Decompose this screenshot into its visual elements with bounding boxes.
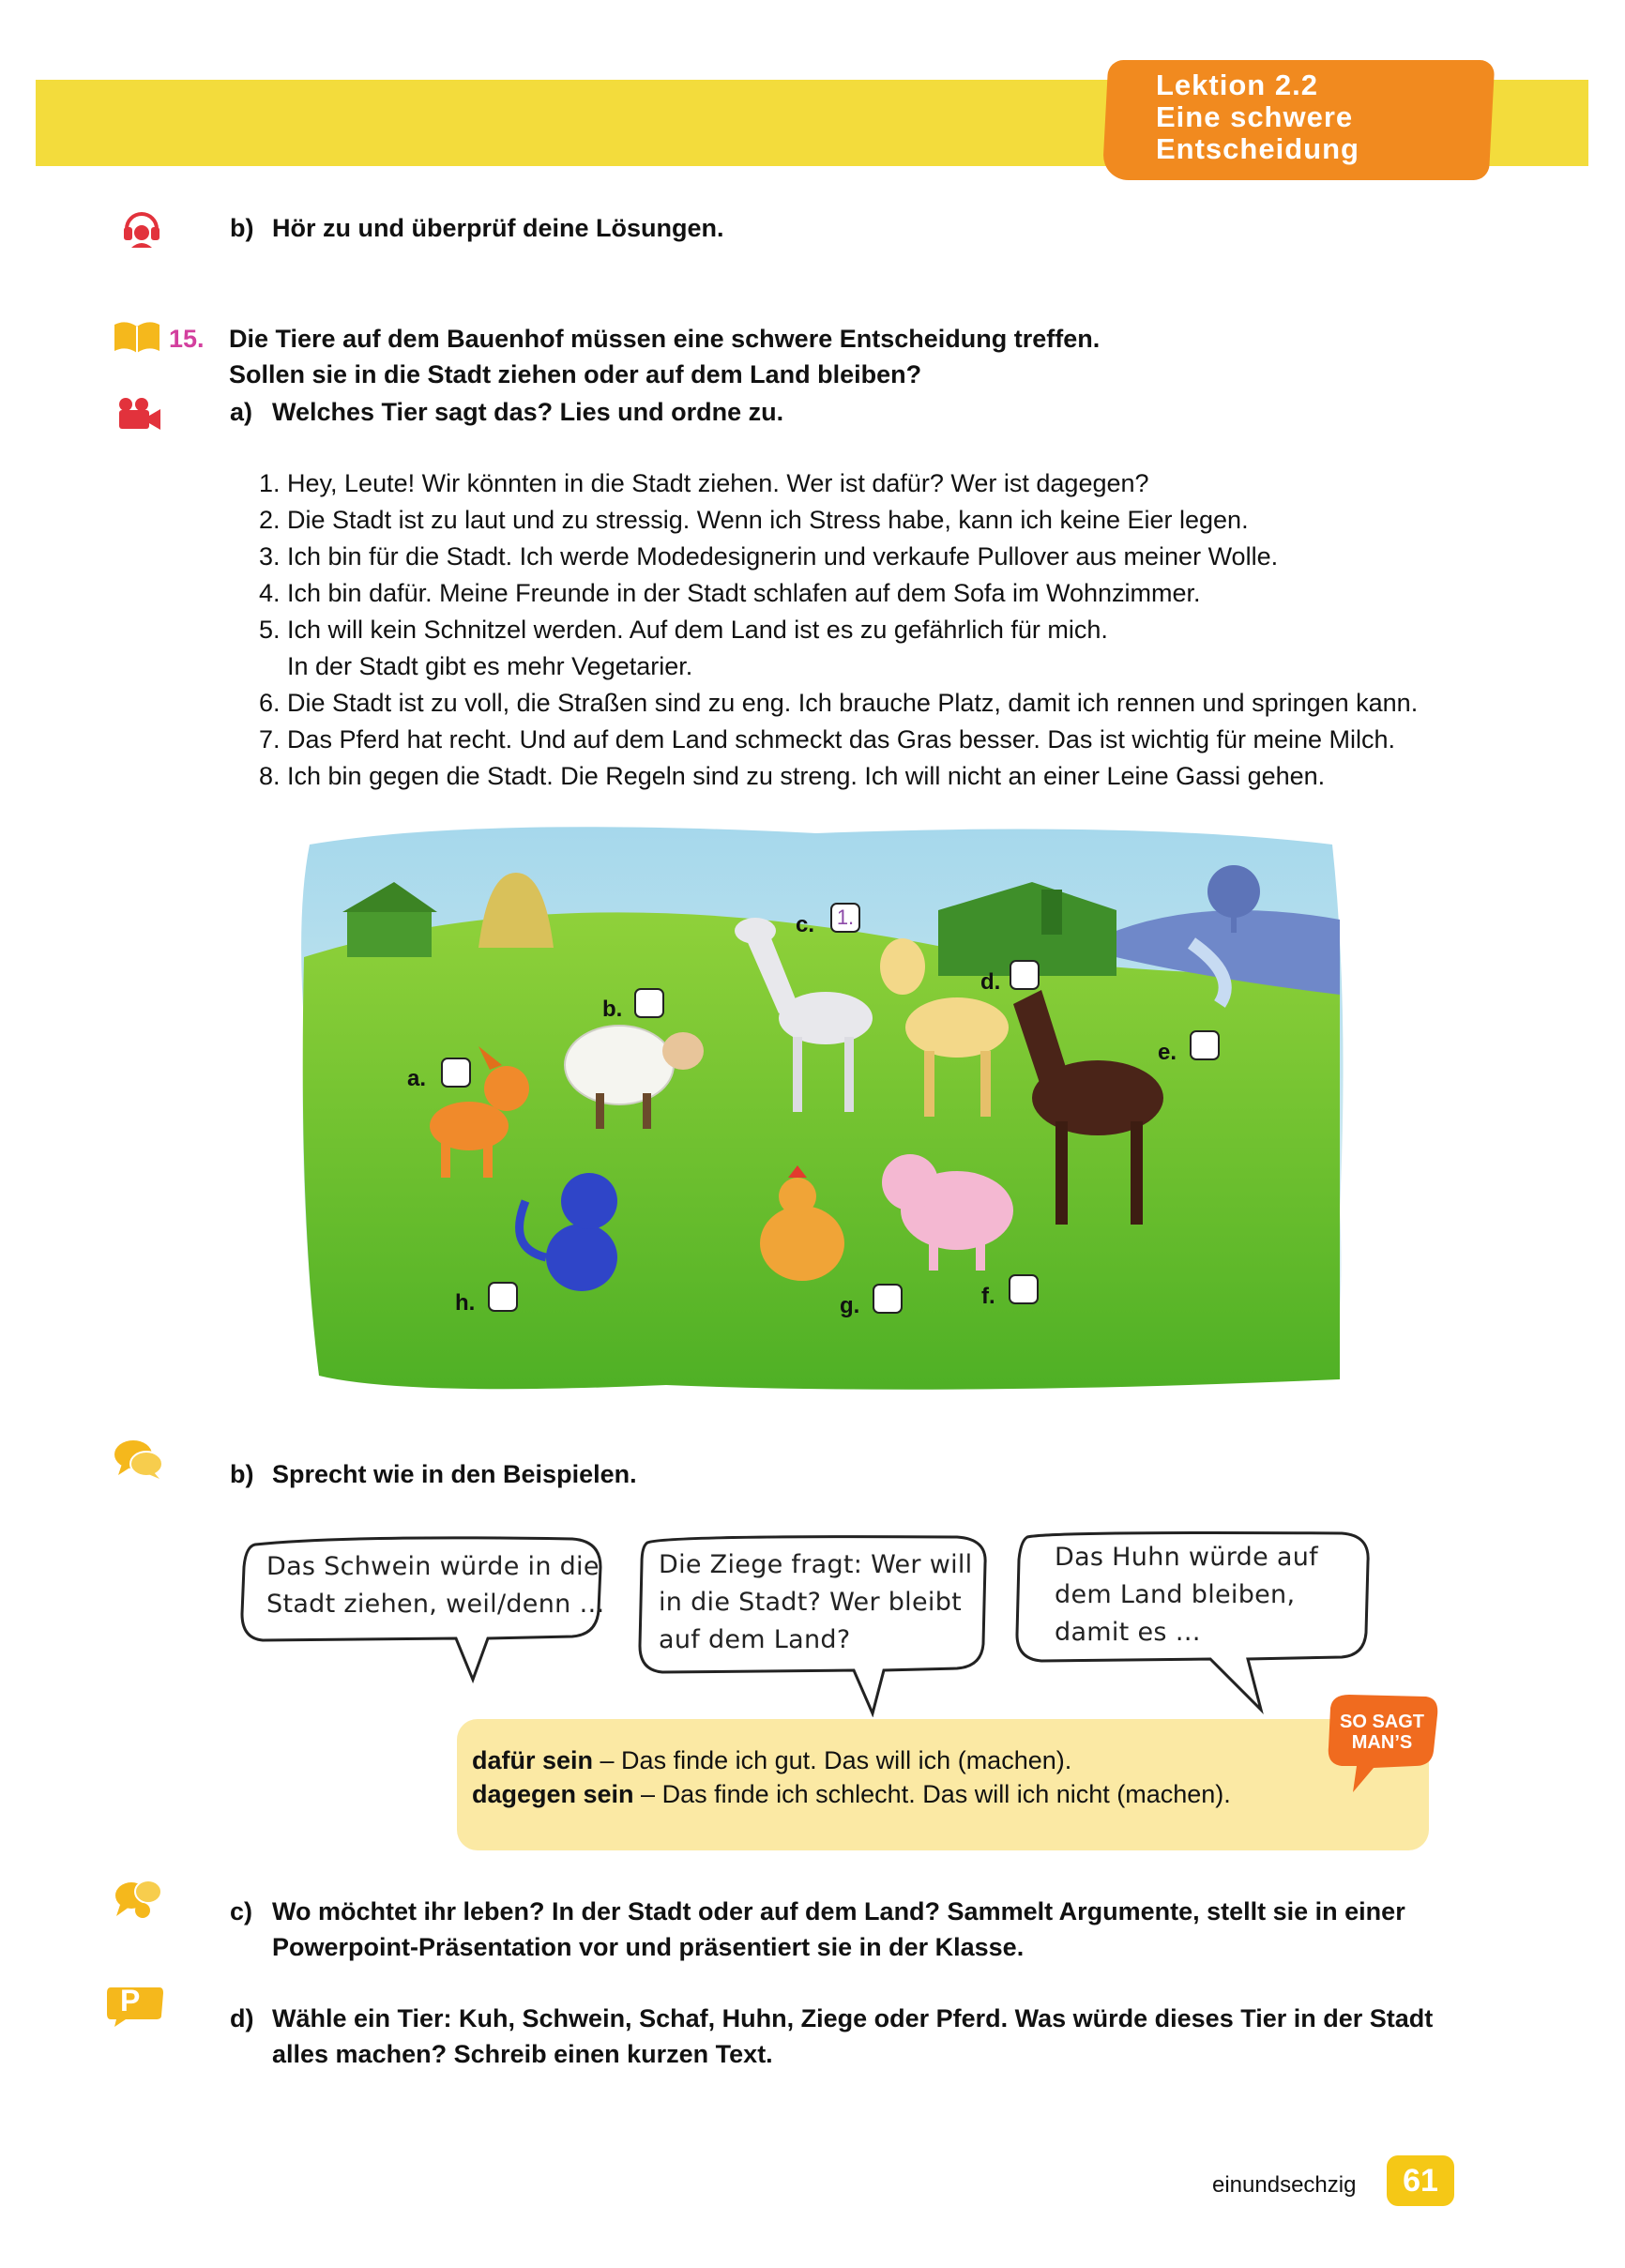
- lesson-title-line2: Eine schwere: [1156, 100, 1354, 133]
- ex15-d-line1: Wähle ein Tier: Kuh, Schwein, Schaf, Huhn, Ziege oder Pferd. Was würde dieses Tier in der Stadt: [272, 2004, 1434, 2032]
- ex15-a-label: a): [230, 398, 253, 426]
- ex15-c-line2: Powerpoint-Präsentation vor und präsentiert sie in der Klasse.: [272, 1933, 1025, 1961]
- answer-box-b[interactable]: [634, 988, 664, 1018]
- farm-illustration: [291, 816, 1351, 1398]
- phrase-line-1: [472, 1743, 1071, 1777]
- speech-bubbles-icon: [113, 1438, 165, 1481]
- answer-box-a[interactable]: [441, 1058, 471, 1088]
- badge-text: [1330, 1712, 1434, 1753]
- hen-bubble-line3: damit es …: [1055, 1618, 1201, 1647]
- sentence-5: 5. Ich will kein Schnitzel werden. Auf dem Land ist es zu gefährlich für mich.: [259, 616, 1108, 644]
- ex15-d-line2: alles machen? Schreib einen kurzen Text.: [272, 2040, 773, 2068]
- ex15-c-label: c): [230, 1897, 253, 1926]
- label-h: h.: [455, 1290, 476, 1316]
- phrase-line-2: [472, 1777, 1231, 1811]
- page-number-word: einundsechzig: [1212, 2172, 1357, 2198]
- label-f: f.: [981, 1284, 995, 1309]
- sentence-8: 8. Ich bin gegen die Stadt. Die Regeln sind zu streng. Ich will nicht an einer Leine Gassi gehen.: [259, 762, 1326, 790]
- hen-bubble-text: [1055, 1539, 1318, 1652]
- label-g: g.: [840, 1293, 860, 1318]
- label-a: a.: [407, 1066, 427, 1091]
- label-e: e.: [1158, 1040, 1177, 1065]
- group-discussion-icon: [113, 1877, 165, 1922]
- goat-bubble-line1: Die Ziege fragt: Wer will: [659, 1550, 973, 1579]
- ex15-intro-line2: Sollen sie in die Stadt ziehen oder auf dem Land bleiben?: [229, 360, 922, 388]
- ex15-a-text: Welches Tier sagt das? Lies und ordne zu.: [272, 398, 784, 426]
- label-b: b.: [602, 997, 623, 1022]
- phrase-2-term: dagegen sein: [472, 1780, 634, 1808]
- sentence-7: 7. Das Pferd hat recht. Und auf dem Land schmeckt das Gras besser. Das ist wichtig für meine Milch.: [259, 725, 1396, 753]
- video-camera-icon: [116, 396, 163, 432]
- badge-line1: SO SAGT: [1339, 1712, 1424, 1732]
- hen-bubble-line2: dem Land bleiben,: [1055, 1580, 1296, 1609]
- page-number: 61: [1387, 2155, 1454, 2206]
- headphones-icon: [119, 205, 164, 250]
- sentence-list: [259, 465, 1418, 795]
- badge-line2: MAN’S: [1351, 1732, 1413, 1753]
- phrase-1-term: dafür sein: [472, 1746, 594, 1774]
- answer-box-c[interactable]: 1.: [830, 903, 860, 933]
- goat-bubble-line3: auf dem Land?: [659, 1625, 851, 1654]
- exercise-number: 15.: [169, 325, 205, 353]
- ex15-c-line1: Wo möchtet ihr leben? In der Stadt oder auf dem Land? Sammelt Argumente, stellt sie in einer: [272, 1897, 1405, 1926]
- answer-box-e[interactable]: [1190, 1030, 1220, 1060]
- meadow: [303, 912, 1340, 1389]
- goat-bubble-line2: in die Stadt? Wer bleibt: [659, 1588, 963, 1617]
- lesson-title-line3: Entscheidung: [1156, 132, 1359, 165]
- ex15-d-label: d): [230, 2004, 254, 2032]
- book-icon: [111, 319, 163, 355]
- answer-box-g[interactable]: [873, 1284, 903, 1314]
- lesson-title-line1: Lektion 2.2: [1156, 68, 1318, 101]
- ex14-b-text: Hör zu und überprüf deine Lösungen.: [272, 214, 724, 242]
- hen-bubble-line1: Das Huhn würde auf: [1055, 1543, 1318, 1572]
- sentence-4: 4. Ich bin dafür. Meine Freunde in der Stadt schlafen auf dem Sofa im Wohnzimmer.: [259, 579, 1201, 607]
- label-c: c.: [796, 912, 815, 937]
- answer-box-h[interactable]: [488, 1282, 518, 1312]
- answer-box-f[interactable]: [1009, 1274, 1039, 1304]
- ex15-b-label: b): [230, 1460, 254, 1488]
- phrase-2-meaning: – Das finde ich schlecht. Das will ich nicht (machen).: [633, 1780, 1231, 1808]
- sentence-6: 6. Die Stadt ist zu voll, die Straßen sind zu eng. Ich brauche Platz, damit ich rennen und springen kann.: [259, 689, 1419, 717]
- ex15-intro-line1: Die Tiere auf dem Bauenhof müssen eine schwere Entscheidung treffen.: [229, 325, 1101, 353]
- sentence-5-continued: In der Stadt gibt es mehr Vegetarier.: [287, 652, 693, 680]
- label-d: d.: [980, 969, 1001, 995]
- phrase-1-meaning: – Das finde ich gut. Das will ich (machen).: [593, 1746, 1072, 1774]
- portfolio-letter: P: [120, 1984, 141, 2017]
- goat-bubble-text: [659, 1546, 972, 1659]
- sentence-3: 3. Ich bin für die Stadt. Ich werde Modedesignerin und verkaufe Pullover aus meiner Wolle.: [259, 542, 1279, 571]
- sentence-2: 2. Die Stadt ist zu laut und zu stressig. Wenn ich Stress habe, kann ich keine Eier legen.: [259, 506, 1249, 534]
- answer-box-d[interactable]: [1010, 960, 1040, 990]
- ex15-b-text: Sprecht wie in den Beispielen.: [272, 1460, 637, 1488]
- ex14-b-label: b): [230, 214, 254, 242]
- pig-bubble-line2: Stadt ziehen, weil/denn …: [266, 1590, 605, 1619]
- lesson-title: [1156, 69, 1359, 165]
- farm-scene: [291, 816, 1351, 1398]
- pig-bubble-text: [266, 1548, 605, 1623]
- sentence-1: 1. Hey, Leute! Wir könnten in die Stadt ziehen. Wer ist dafür? Wer ist dagegen?: [259, 469, 1149, 497]
- pig-bubble-line1: Das Schwein würde in die: [266, 1552, 600, 1581]
